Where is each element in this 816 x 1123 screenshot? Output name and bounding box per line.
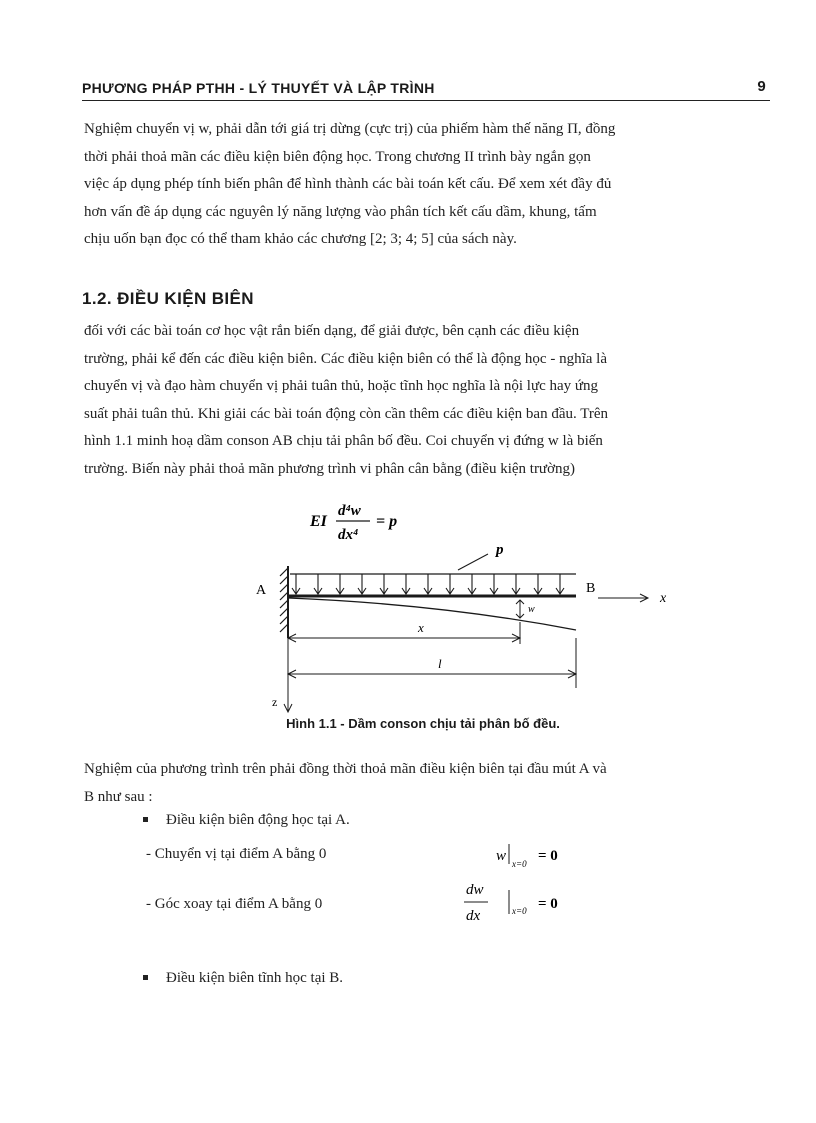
bullet-text: Điều kiện biên động học tại A. [166, 812, 350, 828]
equation-numerator: d⁴w [338, 503, 361, 519]
support-hatching [280, 568, 288, 632]
x-axis-label: x [660, 591, 667, 606]
figure-caption [0, 716, 816, 731]
load-label: p [496, 542, 504, 558]
intro-paragraph [84, 116, 772, 254]
equation-coef: EI [310, 513, 327, 530]
paragraph-line: chịu uốn bạn đọc có thể tham khảo các chương [2; 3; 4; 5] của sách này. [84, 231, 517, 247]
load-pointer [458, 554, 488, 570]
paragraph-line: suất phải tuân thủ. Khi giải các bài toán động còn cần thêm các điều kiện ban đầu. Trên [84, 405, 609, 422]
section-heading: 1.2. ĐIỀU KIỆN BIÊN [82, 289, 254, 308]
bullet-marker [143, 975, 148, 980]
paragraph-line: việc áp dụng phép tính biến phân để hình thành các bài toán kết cấu. Để xem xét đầy đủ [84, 176, 612, 192]
bullet-marker [143, 817, 148, 822]
paragraph-line: hơn vấn đề áp dụng các nguyên lý năng lượng vào phân tích kết cấu dầm, khung, tấm [84, 203, 597, 220]
paragraph-line: đối với các bài toán cơ học vật rắn biến dạng, để giải được, bên cạnh các điều kiện [84, 323, 580, 339]
paragraph-line: trường. Biến này phải thoả mãn phương trình vi phân cân bằng (điều kiện trường) [84, 460, 575, 477]
header-title: PHƯƠNG PHÁP PTHH - LÝ THUYẾT VÀ LẬP TRÌNH [82, 80, 435, 96]
condition-displacement-formula [494, 840, 584, 872]
figure-caption-text: Hình 1.1 - Dầm conson chịu tải phân bố đều. [286, 716, 560, 731]
bullet-text: Điều kiện biên tĩnh học tại B. [166, 970, 344, 986]
bullet-static [143, 970, 343, 987]
point-A-label: A [256, 583, 267, 598]
deflection-label: w [528, 604, 535, 615]
running-header [82, 78, 770, 101]
after-figure-paragraph [84, 756, 772, 811]
x-dimension-label: x [418, 620, 424, 635]
condition-rotation-text: - Góc xoay tại điểm A bằng 0 [146, 896, 323, 912]
paragraph-line: trường, phải kể đến các điều kiện biên. Các điều kiện biên có thể là động học - nghĩa là [84, 350, 607, 367]
rotation-denominator: dx [466, 908, 481, 924]
paragraph-line: thời phải thoả mãn các điều kiện biên động học. Trong chương II trình bày ngắn gọn [84, 148, 591, 165]
condition-displacement-text: - Chuyển vị tại điểm A bằng 0 [146, 846, 327, 862]
bullet-kinematic [143, 812, 350, 829]
deflection-indicator [516, 600, 524, 618]
rotation-subscript: x=0 [512, 906, 527, 916]
load-arrows [292, 574, 564, 594]
equation-rhs: = p [376, 513, 398, 530]
rotation-rhs: = 0 [538, 896, 558, 912]
page-number: 9 [757, 78, 766, 95]
section-paragraph [84, 318, 772, 483]
paragraph-line: hình 1.1 minh hoạ dầm conson AB chịu tải phân bố đều. Coi chuyển vị đứng w là biến [84, 433, 603, 449]
cantilever-beam-figure [240, 538, 700, 716]
point-B-label: B [586, 581, 596, 596]
rotation-numerator: dw [466, 882, 484, 898]
paragraph-line: chuyển vị và đạo hàm chuyển vị phải tuân thủ, hoặc tĩnh học nghĩa là nội lực hay ứng [84, 378, 599, 394]
l-dimension-label: l [438, 656, 442, 671]
paragraph-line: Nghiệm của phương trình trên phải đồng thời thoả mãn điều kiện biên tại đầu mút A và [84, 761, 607, 777]
formula-subscript: x=0 [512, 859, 527, 869]
formula-rhs: = 0 [538, 848, 558, 864]
paragraph-line: Nghiệm chuyển vị w, phải dẫn tới giá trị dừng (cực trị) của phiếm hàm thế năng Π, đồng [84, 121, 616, 137]
formula-w: w [496, 848, 507, 864]
paragraph-line: B như sau : [84, 788, 153, 805]
equation-denominator: dx⁴ [338, 527, 359, 543]
condition-rotation-formula [462, 878, 592, 928]
z-axis-label: z [272, 695, 278, 709]
